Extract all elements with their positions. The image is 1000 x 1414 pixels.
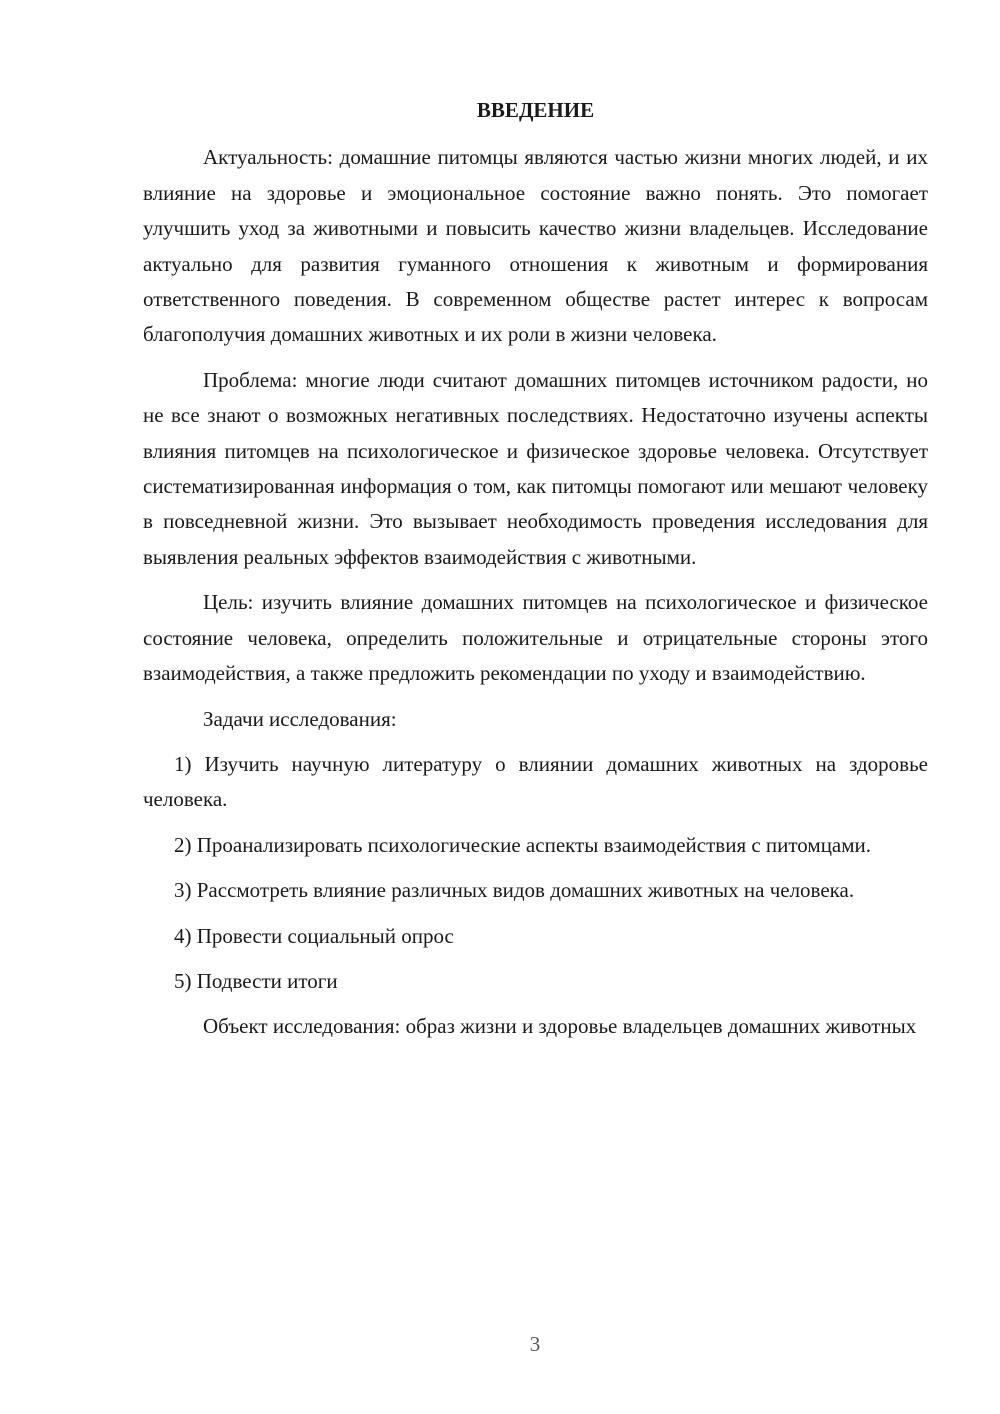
goal-paragraph: Цель: изучить влияние домашних питомцев на психологическое и физическое состояние человека, определить положительные и отрицательные стороны этого взаимодействия, а также предложить рекомендации по уходу и взаимодействию.	[143, 590, 928, 686]
task-item: 1) Изучить научную литературу о влиянии домашних животных на здоровье человека.	[143, 751, 928, 812]
object-paragraph: Объект исследования: образ жизни и здоровье владельцев домашних животных	[203, 1014, 917, 1039]
task-item: 2) Проанализировать психологические аспекты взаимодействия с питомцами.	[174, 832, 872, 857]
document-page	[143, 93, 928, 1055]
relevance-paragraph: Актуальность: домашние питомцы являются частью жизни многих людей, и их влияние на здоровье и эмоциональное состояние важно понять. Это помогает улучшить уход за животными и повысить качество жизни владельцев. Исследование актуально для развития гуманного отношения к животным и формирования ответственного поведения. В современном обществе растет интерес к вопросам благополучия домашних животных и их роли в жизни человека.	[143, 145, 928, 347]
page-number: 3	[529, 1332, 541, 1356]
task-item: 5) Подвести итоги	[174, 968, 338, 993]
tasks-heading: Задачи исследования:	[203, 706, 397, 731]
task-item: 3) Рассмотреть влияние различных видов домашних животных на человека.	[174, 878, 855, 903]
section-title: ВВЕДЕНИЕ	[476, 98, 595, 122]
task-item: 4) Провести социальный опрос	[174, 923, 454, 948]
problem-paragraph: Проблема: многие люди считают домашних питомцев источником радости, но не все знают о возможных негативных последствиях. Недостаточно изучены аспекты влияния питомцев на психологическое и физическое здоровье человека. Отсутствует систематизированная информация о том, как питомцы помогают или мешают человеку в повседневной жизни. Это вызывает необходимость проведения исследования для выявления реальных эффектов взаимодействия с животными.	[143, 367, 928, 569]
